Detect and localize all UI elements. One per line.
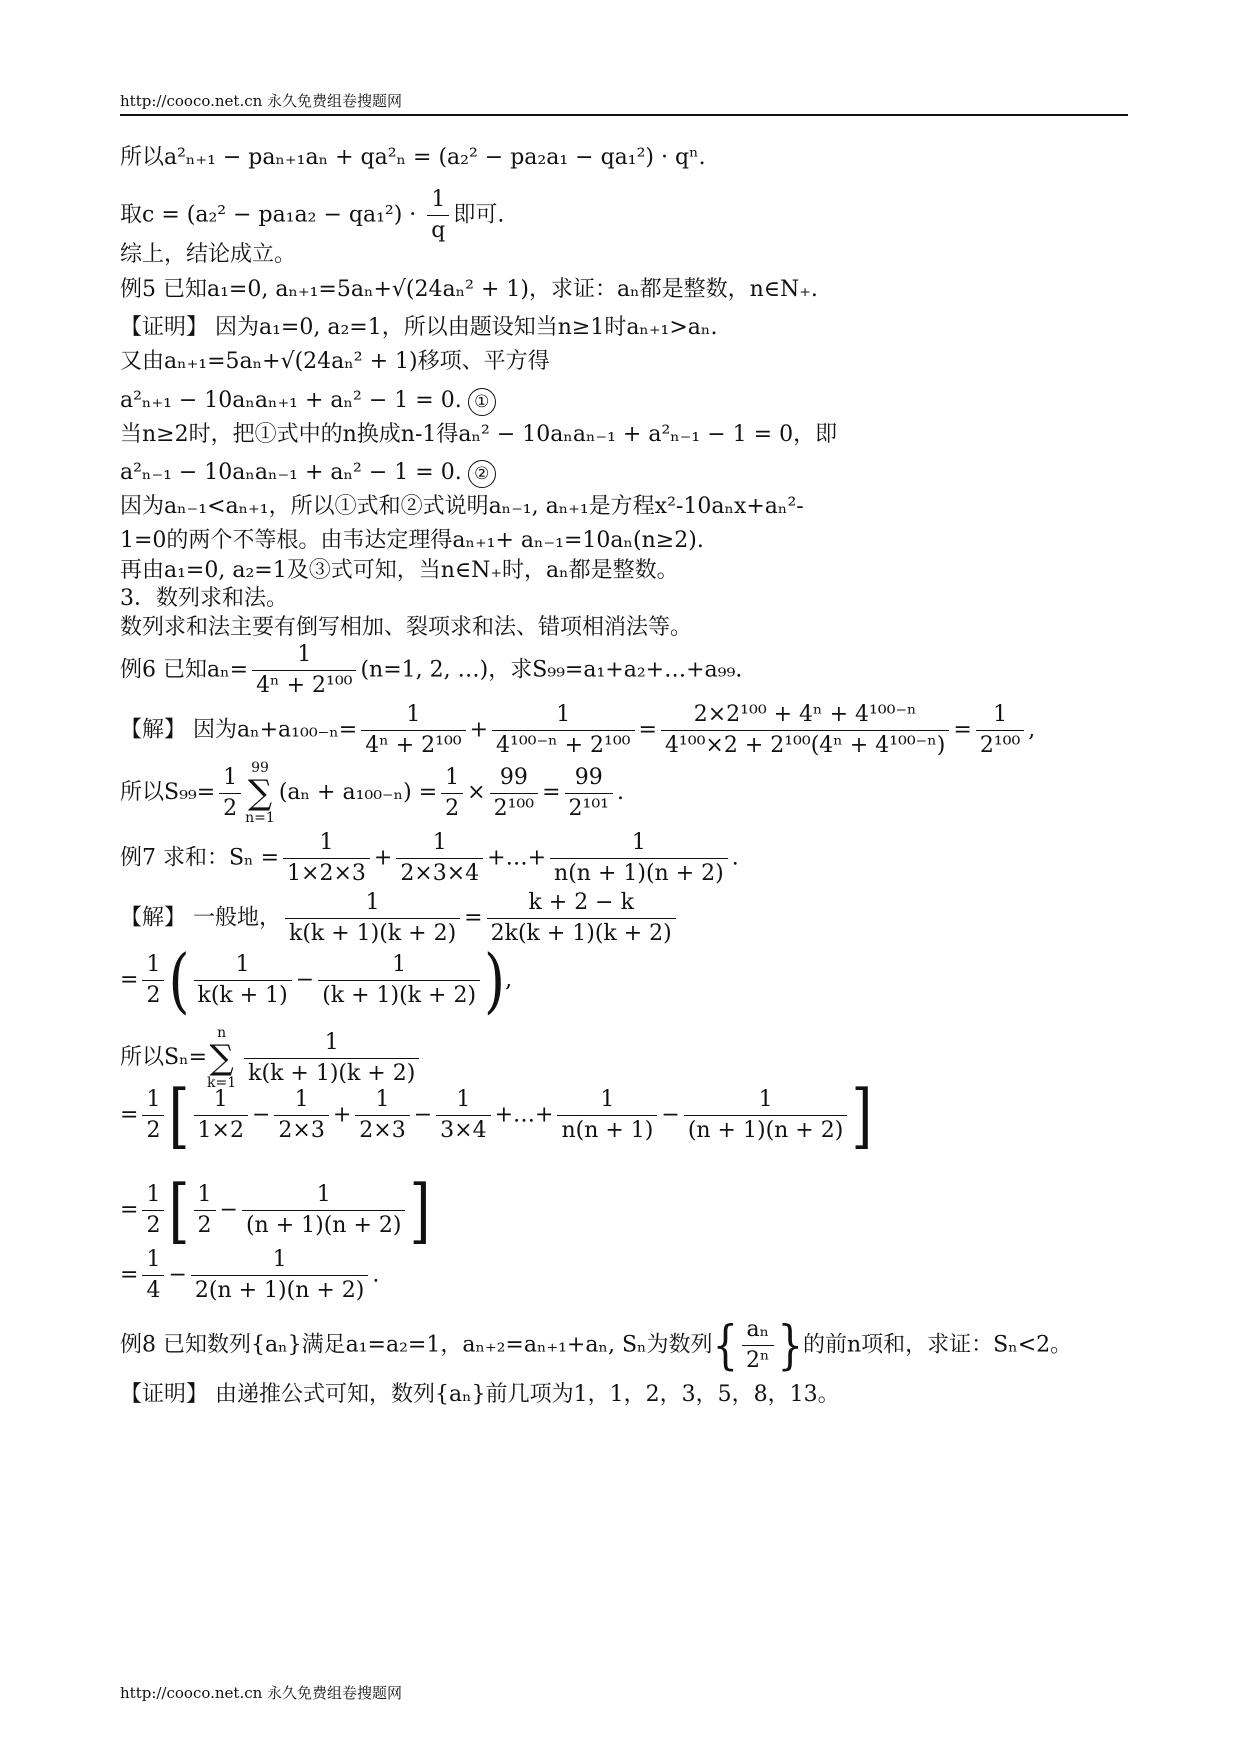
frac-b1: $\frac{1}{1\times 2}$ bbox=[194, 1085, 248, 1146]
sigma-1: 99 ∑ n=1 bbox=[245, 760, 275, 826]
frac-s1: $\frac{1}{\text{4ⁿ + 2¹⁰⁰}}$ bbox=[361, 700, 465, 761]
equation-2: a²ₙ₋₁ − 10aₙaₙ₋₁ + aₙ² − 1 = 0. ② bbox=[120, 458, 496, 488]
frac-s2: $\frac{1}{\text{4¹⁰⁰⁻ⁿ + 2¹⁰⁰}}$ bbox=[492, 700, 634, 761]
proof-8: 【证明】 由递推公式可知，数列{aₙ}前几项为1，1，2，3，5，8，13。 bbox=[120, 1382, 840, 1407]
frac-half-5: $\frac{1}{2}$ bbox=[142, 1180, 164, 1241]
frac-t1: $\frac{1}{1\times 2\times 3}$ bbox=[283, 828, 370, 889]
solution-7: 【解】 一般地， $\frac{1}{k(k + 1)(k + 2)}$ = $\frac{k + 2 - k}{2k(k + 1)(k + 2)}$ bbox=[120, 888, 680, 949]
sum-sn: 所以Sₙ=n ∑ k=1 $\frac{1}{k(k + 1)(k + 2)}$ bbox=[120, 1025, 423, 1091]
frac-99-2-101: $\frac{99}{\text{2¹⁰¹}}$ bbox=[565, 763, 613, 824]
solution-6: 【解】 因为aₙ+a₁₀₀₋ₙ= $\frac{1}{\text{4ⁿ + 2¹⁰⁰}}$ + $\frac{1}{\text{4¹⁰⁰⁻ⁿ + 2¹⁰⁰}}$ = $\frac{\text{2×2¹⁰⁰ + 4ⁿ + 4¹⁰⁰⁻ⁿ}}{\text{4¹⁰⁰×2 + 2¹⁰⁰(4ⁿ + 4¹⁰⁰⁻ⁿ)}}$ = $\frac{1}{\text{2¹⁰⁰}}$ , bbox=[120, 700, 1035, 761]
bracket-reduced: = $\frac{1}{2}$ [ $\frac{1}{2}$ − $\frac{1}{(n + 1)(n + 2)}$ ] bbox=[120, 1168, 431, 1251]
frac-k2: $\frac{k + 2 - k}{2k(k + 1)(k + 2)}$ bbox=[487, 888, 676, 949]
circle-mark-2: ② bbox=[468, 460, 496, 488]
line-11: 1=0的两个不等根。由韦达定理得aₙ₊₁+ aₙ₋₁=10aₙ(n≥2). bbox=[120, 528, 704, 553]
line-6: 又由aₙ₊₁=5aₙ+√(24aₙ² + 1)移项、平方得 bbox=[120, 349, 550, 374]
final-sn: = $\frac{1}{4}$ − $\frac{1}{2(n + 1)(n + 2)}$ . bbox=[120, 1245, 379, 1306]
line-12: 再由a₁=0, a₂=1及③式可知，当n∈N₊时，aₙ都是整数。 bbox=[120, 558, 679, 583]
page-footer: http://cooco.net.cn 永久免费组卷搜题网 bbox=[120, 1684, 403, 1702]
frac-d1: $\frac{1}{4}$ bbox=[142, 1245, 164, 1306]
circle-mark-1: ① bbox=[468, 388, 496, 416]
frac-b6: $\frac{1}{(n + 1)(n + 2)}$ bbox=[684, 1085, 848, 1146]
line-10: 因为aₙ₋₁<aₙ₊₁，所以①式和②式说明aₙ₋₁, aₙ₊₁是方程x²-10aₙx+aₙ²- bbox=[120, 494, 804, 519]
frac-b3: $\frac{1}{2\times 3}$ bbox=[355, 1085, 409, 1146]
example-6: 例6 已知aₙ= $\frac{1}{\text{4ⁿ + 2¹⁰⁰}}$ (n=1, 2, …)，求S₉₉=a₁+a₂+…+a₉₉. bbox=[120, 640, 742, 701]
page-header: http://cooco.net.cn 永久免费组卷搜题网 bbox=[120, 92, 403, 110]
frac-c2: $\frac{1}{(n + 1)(n + 2)}$ bbox=[242, 1180, 406, 1241]
frac-k4: $\frac{1}{(k + 1)(k + 2)}$ bbox=[318, 950, 480, 1011]
frac-k5: $\frac{1}{k(k + 1)(k + 2)}$ bbox=[244, 1028, 419, 1089]
split-line: = $\frac{1}{2}$ ( $\frac{1}{k(k + 1)}$ − $\frac{1}{(k + 1)(k + 2)}$ ), bbox=[120, 938, 513, 1021]
line-8: 当n≥2时，把①式中的n换成n-1得aₙ² − 10aₙaₙ₋₁ + a²ₙ₋₁ − 1 = 0，即 bbox=[120, 422, 838, 447]
bracket-expansion: = $\frac{1}{2}$ [ $\frac{1}{1\times 2}$ − $\frac{1}{2\times 3}$ + $\frac{1}{2\times 3}$ − $\frac{1}{3\times 4}$ +…+ $\frac{1}{n(n + 1)}$ − $\frac{1}{(n + 1)(n + 2)}$ ] bbox=[120, 1073, 873, 1156]
section-3-title: 3．数列求和法。 bbox=[120, 586, 288, 611]
frac-1-over-q: $\frac{1}{q}$ bbox=[427, 185, 449, 246]
example-5: 例5 已知a₁=0, aₙ₊₁=5aₙ+√(24aₙ² + 1)，求证：aₙ都是整数，n∈N₊. bbox=[120, 277, 818, 302]
frac-b4: $\frac{1}{3\times 4}$ bbox=[436, 1085, 490, 1146]
frac-99-2-100: $\frac{99}{\text{2¹⁰⁰}}$ bbox=[490, 763, 538, 824]
frac-tn: $\frac{1}{n(n + 1)(n + 2)}$ bbox=[550, 828, 728, 889]
equation-1: a²ₙ₊₁ − 10aₙaₙ₊₁ + aₙ² − 1 = 0. ① bbox=[120, 386, 496, 416]
line-1: 所以a²ₙ₊₁ − paₙ₊₁aₙ + qa²ₙ = (a₂² − pa₂a₁ − qa₁²) · qⁿ. bbox=[120, 145, 706, 170]
header-rule bbox=[120, 114, 1128, 116]
frac-k1: $\frac{1}{k(k + 1)(k + 2)}$ bbox=[285, 888, 460, 949]
frac-t2: $\frac{1}{2\times 3\times 4}$ bbox=[396, 828, 483, 889]
frac-half-2: $\frac{1}{2}$ bbox=[441, 763, 463, 824]
frac-c1: $\frac{1}{2}$ bbox=[194, 1180, 216, 1241]
frac-half-1: $\frac{1}{2}$ bbox=[219, 763, 241, 824]
frac-b2: $\frac{1}{2\times 3}$ bbox=[274, 1085, 328, 1146]
frac-b5: $\frac{1}{n(n + 1)}$ bbox=[557, 1085, 657, 1146]
frac-d2: $\frac{1}{2(n + 1)(n + 2)}$ bbox=[191, 1245, 369, 1306]
proof-5: 【证明】 因为a₁=0, a₂=1，所以由题设知当n≥1时aₙ₊₁>aₙ. bbox=[120, 315, 718, 340]
frac-half-3: $\frac{1}{2}$ bbox=[142, 950, 164, 1011]
sigma-2: n ∑ k=1 bbox=[207, 1025, 237, 1091]
frac-e6: $\frac{1}{\text{4ⁿ + 2¹⁰⁰}}$ bbox=[252, 640, 356, 701]
section-3-desc: 数列求和法主要有倒写相加、裂项求和法、错项相消法等。 bbox=[120, 615, 693, 640]
frac-s4: $\frac{1}{\text{2¹⁰⁰}}$ bbox=[976, 700, 1024, 761]
sum-s99: 所以S₉₉= $\frac{1}{2}$ 99 ∑ n=1(aₙ + a₁₀₀₋ₙ) = $\frac{1}{2}$ × $\frac{99}{\text{2¹⁰⁰}}$ = $\frac{99}{\text{2¹⁰¹}}$ . bbox=[120, 760, 624, 826]
example-8: 例8 已知数列{aₙ}满足a₁=a₂=1，aₙ₊₂=aₙ₊₁+aₙ, Sₙ为数列{ $\frac{\text{aₙ}}{\text{2ⁿ}}$ }的前n项和，求证：Sₙ<2。 bbox=[120, 1315, 1073, 1376]
frac-s3: $\frac{\text{2×2¹⁰⁰ + 4ⁿ + 4¹⁰⁰⁻ⁿ}}{\text{4¹⁰⁰×2 + 2¹⁰⁰(4ⁿ + 4¹⁰⁰⁻ⁿ)}}$ bbox=[661, 700, 949, 761]
line-3: 综上，结论成立。 bbox=[120, 242, 297, 267]
example-7: 例7 求和：Sₙ = $\frac{1}{1\times 2\times 3}$ + $\frac{1}{2\times 3\times 4}$ +…+ $\frac{1}{n(n + 1)(n + 2)}$ . bbox=[120, 828, 739, 889]
frac-k3: $\frac{1}{k(k + 1)}$ bbox=[194, 950, 292, 1011]
frac-an-2n: $\frac{\text{aₙ}}{\text{2ⁿ}}$ bbox=[742, 1315, 774, 1376]
frac-half-4: $\frac{1}{2}$ bbox=[142, 1085, 164, 1146]
line-2: 取c = (a₂² − pa₁a₂ − qa₁²) · $\frac{1}{q}$ 即可. bbox=[120, 185, 504, 246]
